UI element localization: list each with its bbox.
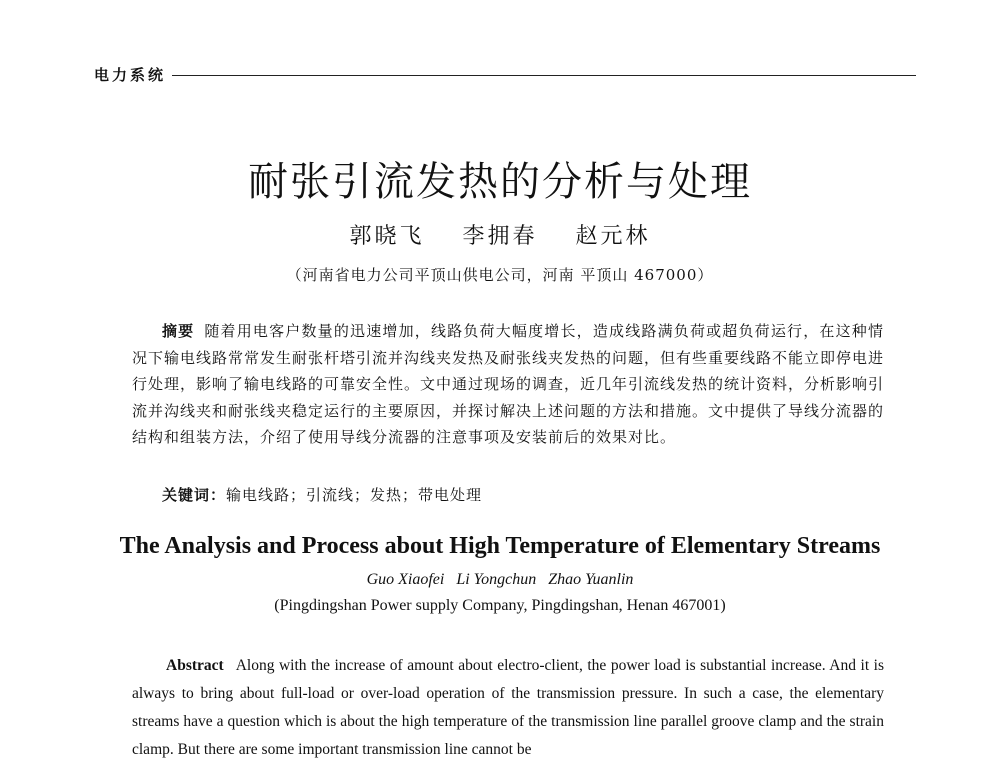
author-cn-3: 赵元林	[575, 224, 651, 249]
keywords-cn	[162, 484, 482, 505]
abstract-en-label: Abstract	[166, 657, 224, 674]
abstract-cn-label: 摘要	[162, 322, 195, 340]
abstract-en	[132, 652, 884, 764]
author-en-3: Zhao Yuanlin	[548, 571, 634, 588]
author-cn-1: 郭晓飞	[349, 224, 425, 249]
author-cn-2: 李拥春	[462, 224, 538, 249]
paper-title-en: The Analysis and Process about High Temperature of Elementary Streams	[119, 533, 881, 559]
affiliation-en: (Pingdingshan Power supply Company, Pingdingshan, Henan 467001)	[274, 597, 726, 614]
authors-cn	[0, 219, 1000, 250]
header-rule	[172, 75, 916, 76]
running-header	[94, 62, 916, 86]
affiliation-cn: （河南省电力公司平顶山供电公司，河南 平顶山 467000）	[286, 266, 714, 284]
author-en-1: Guo Xiaofei	[366, 571, 445, 588]
abstract-cn-text: 随着用电客户数量的迅速增加，线路负荷大幅度增长，造成线路满负荷或超负荷运行，在这种情况下输电线路常常发生耐张杆塔引流并沟线夹发热及耐张线夹发热的问题，但有些重要线路不能立即停电进行处理，影响了输电线路的可靠安全性。文中通过现场的调查，近几年引流线发热的统计资料，分析影响引流并沟线夹和耐张线夹稳定运行的主要原因，并探讨解决上述问题的方法和措施。文中提供了导线分流器的结构和组装方法，介绍了使用导线分流器的注意事项及安装前后的效果对比。	[132, 322, 885, 446]
keywords-cn-text: 输电线路；引流线；发热；带电处理	[226, 486, 483, 504]
author-en-2: Li Yongchun	[456, 571, 537, 588]
abstract-cn	[132, 318, 884, 451]
authors-en	[0, 571, 1000, 589]
paper-title-cn: 耐张引流发热的分析与处理	[248, 159, 752, 205]
keywords-cn-label: 关键词：	[162, 486, 227, 504]
journal-section-name: 电力系统	[94, 65, 167, 84]
abstract-en-text: Along with the increase of amount about electro-client, the power load is substantial increase. And it is always to bring about full-load or over-load operation of the transmission pressure. In such a case, the elementary streams have a question which is about the high temperature of the transmission line parallel groove clamp and the strain clamp. But there are some important transmission line cannot be	[132, 657, 884, 758]
